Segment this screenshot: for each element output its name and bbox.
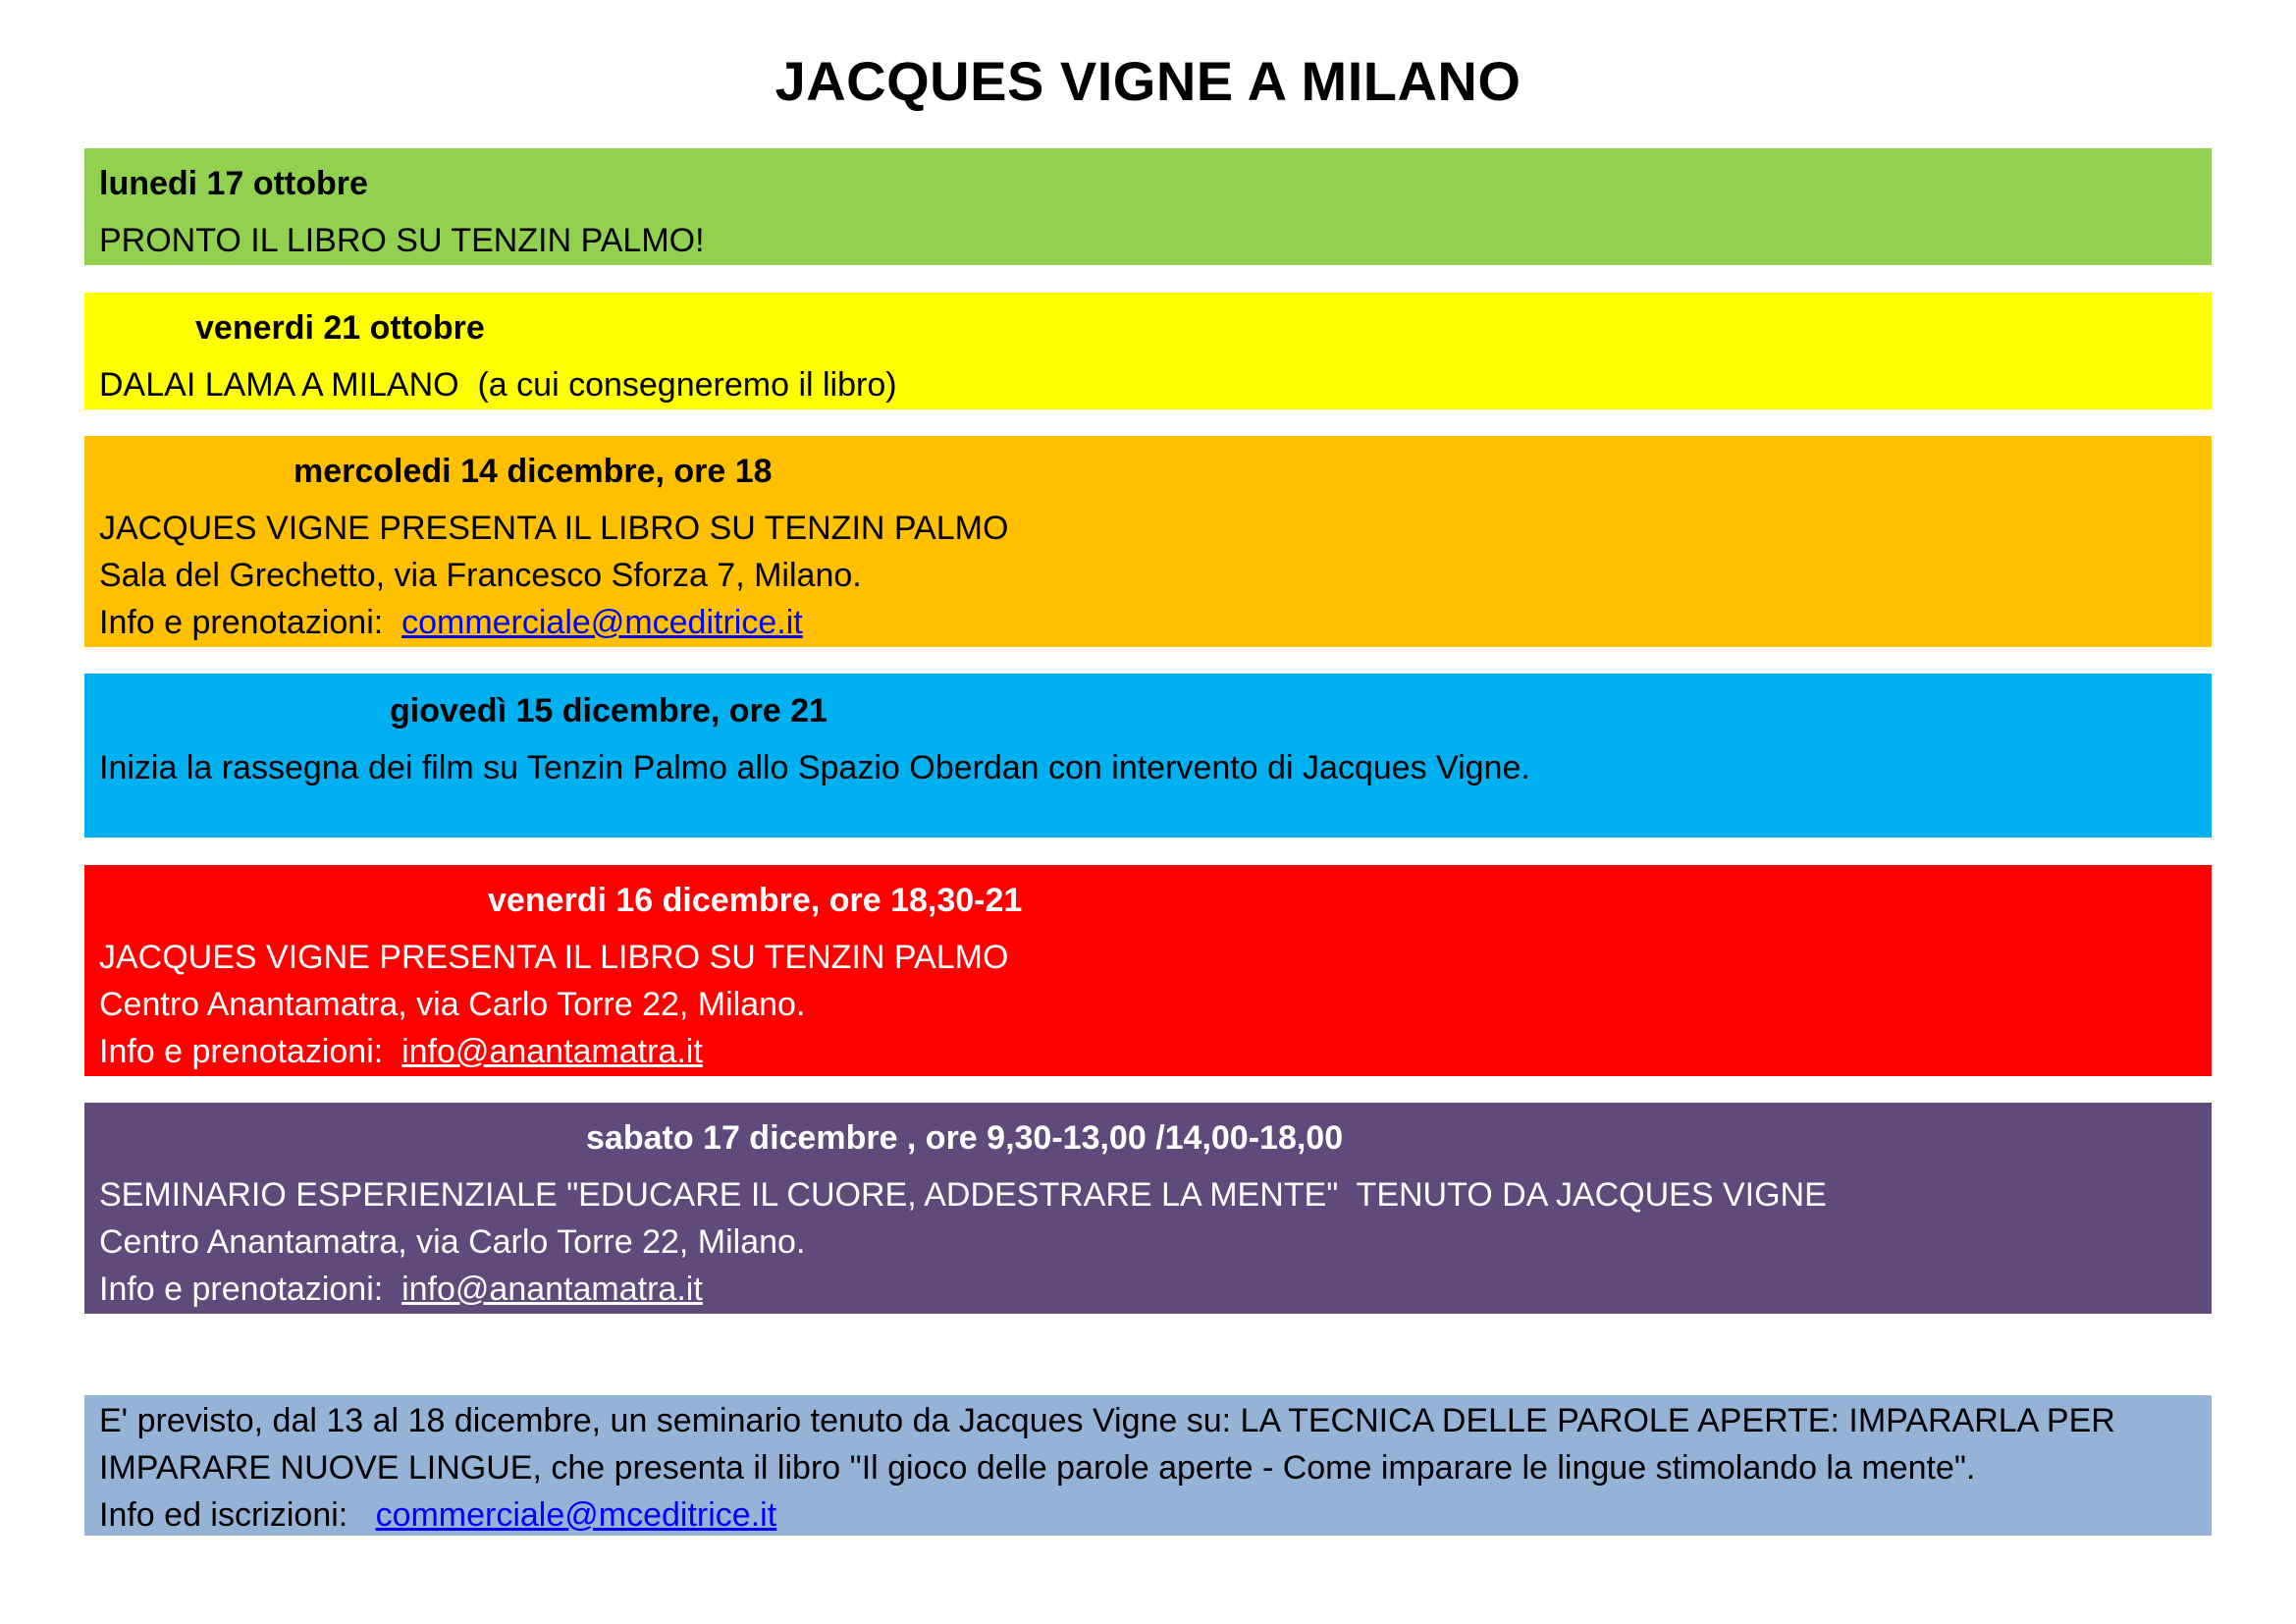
email-link[interactable]: info@anantamatra.it — [401, 1033, 703, 1070]
info-label: Info e prenotazioni: — [99, 604, 402, 641]
email-link[interactable]: info@anantamatra.it — [401, 1271, 703, 1308]
seminar-note-box — [84, 1395, 2212, 1536]
event-location: Centro Anantamatra, via Carlo Torre 22, Milano. — [99, 986, 806, 1023]
email-link[interactable]: commerciale@mceditrice.it — [375, 1496, 777, 1534]
note-info — [99, 1491, 2212, 1539]
event-box-venerdi-16-dicembre — [84, 865, 2212, 1076]
event-date: venerdi 21 ottobre — [195, 309, 485, 347]
event-location: Centro Anantamatra, via Carlo Torre 22, Milano. — [99, 1223, 806, 1261]
event-description: Inizia la rassegna dei film su Tenzin Palmo allo Spazio Oberdan con intervento di Jacques Vigne. — [99, 749, 1530, 786]
event-box-giovedi-15-dicembre — [84, 674, 2212, 838]
event-description: SEMINARIO ESPERIENZIALE "EDUCARE IL CUORE, ADDESTRARE LA MENTE" TENUTO DA JACQUES VIGNE — [99, 1176, 1827, 1214]
event-box-mercoledi-14-dicembre — [84, 436, 2212, 647]
event-date: mercoledi 14 dicembre, ore 18 — [294, 453, 773, 490]
event-date: lunedi 17 ottobre — [99, 165, 368, 202]
event-description: JACQUES VIGNE PRESENTA IL LIBRO SU TENZIN PALMO — [99, 510, 1009, 547]
event-description: PRONTO IL LIBRO SU TENZIN PALMO! — [99, 222, 705, 259]
note-line-1: E' previsto, dal 13 al 18 dicembre, un seminario tenuto da Jacques Vigne su: LA TECNICA DELLE PAROLE APERTE: IMPARARLA PER — [99, 1402, 2115, 1439]
event-box-sabato-17-dicembre — [84, 1103, 2212, 1314]
info-label: Info ed iscrizioni: — [99, 1496, 376, 1534]
event-date: venerdi 16 dicembre, ore 18,30-21 — [488, 882, 1023, 919]
info-label: Info e prenotazioni: — [99, 1271, 402, 1308]
info-label: Info e prenotazioni: — [99, 1033, 402, 1070]
event-description: DALAI LAMA A MILANO (a cui consegneremo il libro) — [99, 366, 897, 404]
event-info — [99, 1266, 2212, 1313]
page-title: JACQUES VIGNE A MILANO — [774, 50, 1522, 112]
event-info — [99, 1028, 2212, 1075]
event-date: giovedì 15 dicembre, ore 21 — [390, 692, 828, 730]
event-box-venerdi-21-ottobre — [84, 293, 2212, 409]
event-date: sabato 17 dicembre , ore 9,30-13,00 /14,00-18,00 — [586, 1119, 1344, 1157]
event-info — [99, 599, 2212, 646]
note-line-2: IMPARARE NUOVE LINGUE, che presenta il libro "Il gioco delle parole aperte - Come imparare le lingue stimolando la mente". — [99, 1449, 1976, 1487]
email-link[interactable]: commerciale@mceditrice.it — [401, 604, 803, 641]
event-location: Sala del Grechetto, via Francesco Sforza 7, Milano. — [99, 557, 862, 594]
event-description: JACQUES VIGNE PRESENTA IL LIBRO SU TENZIN PALMO — [99, 939, 1009, 976]
event-box-lunedi-17-ottobre — [84, 148, 2212, 265]
